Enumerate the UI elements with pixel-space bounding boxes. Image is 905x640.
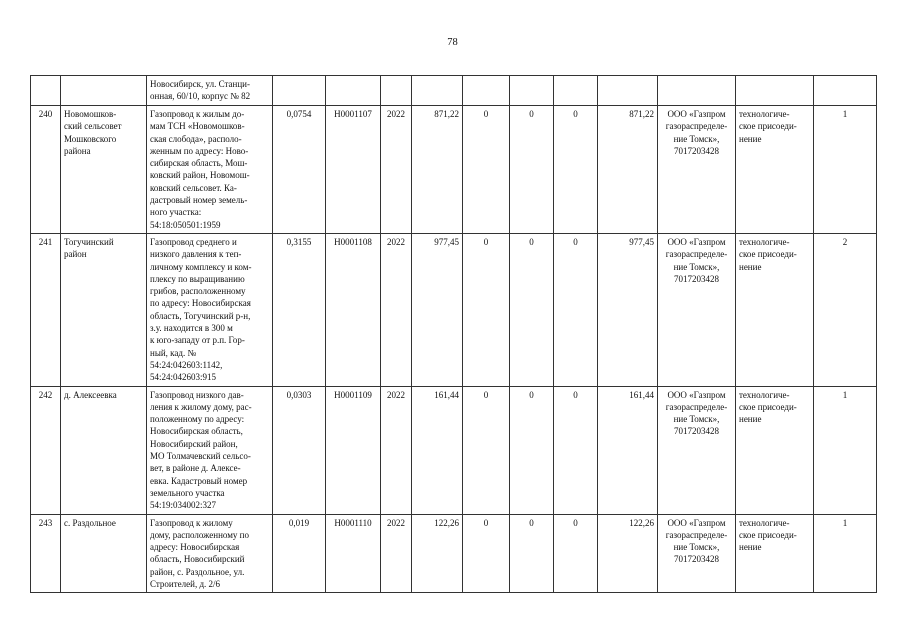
description-line: Новосибирский район,: [150, 438, 238, 449]
locality-line: район: [64, 249, 87, 260]
organization-line: ние Томск»,: [673, 542, 720, 553]
description-line: 54:24:042603:1142,: [150, 359, 223, 370]
cell-code: Н0001110: [326, 514, 381, 593]
description-line: женным по адресу: Ново-: [150, 145, 249, 156]
organization-line: ООО «Газпром: [667, 517, 726, 528]
cell-basis: [736, 386, 814, 514]
cell-locality: [61, 386, 147, 514]
description-line: вет, в районе д. Алексе-: [150, 463, 241, 474]
cell-value-3: 0: [554, 233, 598, 386]
cell-basis: [736, 514, 814, 593]
cell-total: 871,22: [598, 106, 658, 234]
cell-count: 1: [814, 514, 877, 593]
description-line: ления к жилому дому, рас-: [150, 401, 252, 412]
cell-value-1: 0: [463, 106, 510, 234]
cell-locality: [61, 106, 147, 234]
description-line: грибов, расположенному: [150, 286, 246, 297]
organization-line: 7017203428: [674, 273, 719, 284]
organization-line: ние Томск»,: [673, 261, 720, 272]
basis-line: технологиче-: [739, 109, 790, 119]
description-line: дастровый номер земель-: [150, 195, 248, 206]
cell-year: 2022: [381, 514, 412, 593]
cell-value-2: 0: [510, 106, 554, 234]
organization-line: газораспределе-: [665, 249, 728, 260]
organization-line: газораспределе-: [665, 401, 728, 412]
cell-basis: [736, 233, 814, 386]
continuation-row: [31, 76, 877, 106]
cell-code: Н0001107: [326, 106, 381, 234]
cell-value-3: 0: [554, 514, 598, 593]
organization-line: 7017203428: [674, 426, 719, 437]
description-line: 54:18:050501:1959: [150, 219, 221, 230]
cell-count: 1: [814, 386, 877, 514]
cell-organization: [658, 233, 736, 386]
organization-line: газораспределе-: [665, 529, 728, 540]
basis-line: ское присоеди-: [739, 529, 797, 540]
table-body: [31, 76, 877, 593]
description-line: область, Новосибирский: [150, 554, 245, 565]
cell-length: 0,3155: [273, 233, 326, 386]
cell-description: [147, 514, 273, 593]
cell-value-2: 0: [510, 514, 554, 593]
description-line: по адресу: Новосибирская: [150, 298, 251, 309]
description-line: мам ТСН «Новомошков-: [150, 121, 245, 132]
cell-description: [147, 233, 273, 386]
cell-value-1: 0: [463, 514, 510, 593]
description-line: з.у. находится в 300 м: [150, 323, 233, 334]
cell-empty: [554, 76, 598, 106]
cell-length: 0,0303: [273, 386, 326, 514]
cell-code: Н0001108: [326, 233, 381, 386]
description-line: ковский сельсовет. Ка-: [150, 182, 237, 193]
table-row: [31, 233, 877, 386]
cell-empty: [412, 76, 463, 106]
locality-line: района: [64, 145, 91, 156]
description-line: ская слобода», располо-: [150, 133, 242, 144]
cell-empty: [736, 76, 814, 106]
cell-empty: [598, 76, 658, 106]
cell-value-1: 0: [463, 233, 510, 386]
description-line: Новосибирская область,: [150, 426, 243, 437]
cell-organization: [658, 386, 736, 514]
page-number: 78: [447, 37, 458, 48]
description-line: 54:24:042603:915: [150, 372, 217, 383]
cell-organization: [658, 106, 736, 234]
cell-value-1: 0: [463, 386, 510, 514]
cell-length: 0,019: [273, 514, 326, 593]
cell-empty: [510, 76, 554, 106]
locality-line: Новомошков-: [64, 109, 117, 119]
cell-empty: [273, 76, 326, 106]
basis-line: технологиче-: [739, 517, 790, 528]
cell-value-2: 0: [510, 233, 554, 386]
description-line: МО Толмачевский сельсо-: [150, 451, 251, 462]
description-line: к юго-западу от р.п. Гор-: [150, 335, 245, 346]
cell-empty: [326, 76, 381, 106]
cell-cost: 161,44: [412, 386, 463, 514]
organization-line: ние Томск»,: [673, 133, 720, 144]
description-line: область, Тогучинский р-н,: [150, 310, 251, 321]
cell-number: 241: [31, 233, 61, 386]
table-row: [31, 386, 877, 514]
description-line: Газопровод к жилым до-: [150, 109, 245, 119]
cell-code: Н0001109: [326, 386, 381, 514]
cell-total: 122,26: [598, 514, 658, 593]
description-line: евка. Кадастровый номер: [150, 475, 248, 486]
description-line: 54:19:034002:327: [150, 500, 217, 511]
basis-line: нение: [739, 414, 762, 425]
cell-year: 2022: [381, 386, 412, 514]
locality-line: ский сельсовет: [64, 121, 122, 132]
cell-description: [147, 106, 273, 234]
cell-locality: [61, 233, 147, 386]
basis-line: нение: [739, 542, 762, 553]
organization-line: газораспределе-: [665, 121, 728, 132]
organization-line: ние Томск»,: [673, 414, 720, 425]
cell-total: 977,45: [598, 233, 658, 386]
basis-line: ское присоеди-: [739, 249, 797, 260]
description-line: район, с. Раздольное, ул.: [150, 566, 245, 577]
description-line: Новосибирск, ул. Станци-: [150, 79, 250, 89]
locality-line: с. Раздольное: [64, 517, 116, 528]
cell-organization: [658, 514, 736, 593]
cell-empty: [61, 76, 147, 106]
cell-year: 2022: [381, 106, 412, 234]
cell-number: 242: [31, 386, 61, 514]
description-line: Газопровод среднего и: [150, 236, 237, 247]
locality-line: Тогучинский: [64, 236, 114, 247]
description-line: положенному по адресу:: [150, 414, 245, 425]
table-row: [31, 106, 877, 234]
cell-number: 240: [31, 106, 61, 234]
table-row: [31, 514, 877, 593]
basis-line: ское присоеди-: [739, 401, 797, 412]
basis-line: нение: [739, 133, 762, 144]
description-line: земельного участка: [150, 487, 225, 498]
organization-line: ООО «Газпром: [667, 109, 726, 119]
locality-line: Мошковского: [64, 133, 117, 144]
organization-line: ООО «Газпром: [667, 389, 726, 400]
cell-empty: [463, 76, 510, 106]
description-line: Строителей, д. 2/6: [150, 578, 221, 589]
description-line: личному комплексу и ком-: [150, 261, 252, 272]
basis-line: ское присоеди-: [739, 121, 797, 132]
cell-empty: [658, 76, 736, 106]
cell-value-3: 0: [554, 106, 598, 234]
cell-number: 243: [31, 514, 61, 593]
cell-length: 0,0754: [273, 106, 326, 234]
description-line: ного участка:: [150, 207, 202, 218]
cell-cost: 977,45: [412, 233, 463, 386]
cell-cost: 122,26: [412, 514, 463, 593]
cell-cost: 871,22: [412, 106, 463, 234]
description-line: Газопровод низкого дав-: [150, 389, 244, 400]
description-line: онная, 60/10, корпус № 82: [150, 91, 251, 102]
cell-count: 1: [814, 106, 877, 234]
cell-empty: [31, 76, 61, 106]
description-line: низкого давления к теп-: [150, 249, 242, 260]
cell-value-2: 0: [510, 386, 554, 514]
basis-line: технологиче-: [739, 236, 790, 247]
organization-line: ООО «Газпром: [667, 236, 726, 247]
description-line: сибирская область, Мош-: [150, 158, 248, 169]
cell-total: 161,44: [598, 386, 658, 514]
registry-table: [30, 75, 877, 593]
description-line: ковский район, Новомош-: [150, 170, 250, 181]
description-line: ный, кад. №: [150, 347, 197, 358]
cell-empty: [381, 76, 412, 106]
description-line: дому, расположенному по: [150, 529, 249, 540]
cell-locality: [61, 514, 147, 593]
cell-basis: [736, 106, 814, 234]
organization-line: 7017203428: [674, 554, 719, 565]
organization-line: 7017203428: [674, 145, 719, 156]
cell-empty: [814, 76, 877, 106]
description-line: адресу: Новосибирская: [150, 542, 240, 553]
description-line: плексу по выращиванию: [150, 273, 245, 284]
cell-year: 2022: [381, 233, 412, 386]
basis-line: нение: [739, 261, 762, 272]
description-line: Газопровод к жилому: [150, 517, 233, 528]
cell-count: 2: [814, 233, 877, 386]
cell-description: [147, 386, 273, 514]
cell-description: [147, 76, 273, 106]
locality-line: д. Алексеевка: [64, 389, 117, 400]
cell-value-3: 0: [554, 386, 598, 514]
basis-line: технологиче-: [739, 389, 790, 400]
